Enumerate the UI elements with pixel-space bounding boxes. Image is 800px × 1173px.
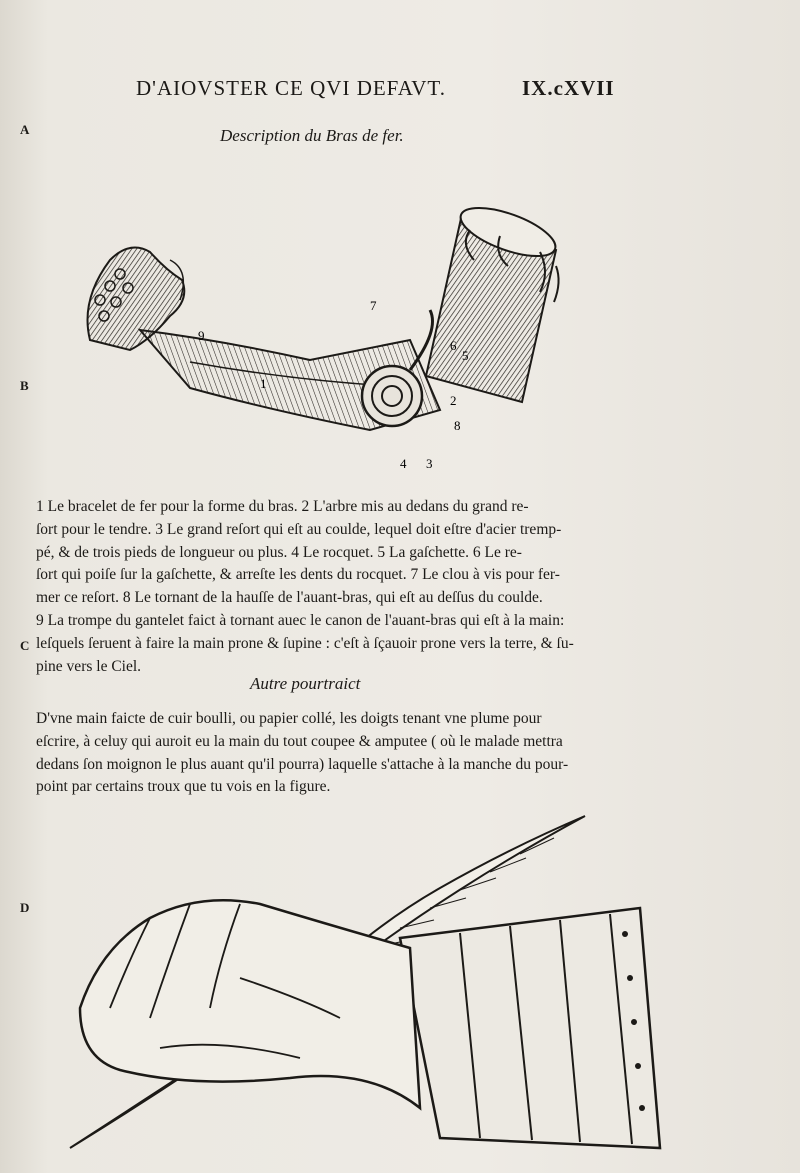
figure-label-6: 6 bbox=[450, 338, 457, 353]
section-heading-iron-arm: Description du Bras de fer. bbox=[220, 126, 404, 145]
margin-letter-a: A bbox=[20, 122, 30, 137]
legend-line: 1 Le bracelet de fer pour la forme du bras. 2 L'arbre mis au dedans du grand re- bbox=[36, 498, 529, 515]
figure-label-5: 5 bbox=[462, 348, 469, 363]
legend-line: leſquels ſeruent à faire la main prone & ſupine : c'eſt à ſçauoir prone vers la terre, & ſu- bbox=[36, 634, 574, 652]
figure-label-7: 7 bbox=[370, 298, 377, 313]
figure-label-9: 9 bbox=[198, 328, 205, 343]
figure-label-1: 1 bbox=[260, 376, 267, 391]
description-line: D'vne main faicte de cuir boulli, ou papier collé, les doigts tenant vne plume pour bbox=[36, 710, 542, 727]
margin-letter-d: D bbox=[20, 900, 30, 915]
figure-label-3: 3 bbox=[426, 456, 433, 471]
iron-arm-legend bbox=[36, 496, 614, 678]
legend-line: pine vers le Ciel. bbox=[36, 657, 142, 675]
description-line: eſcrire, à celuy qui auroit eu la main du tout coupee & amputee ( où le malade mettra bbox=[36, 732, 563, 750]
figure-label-4: 4 bbox=[400, 456, 407, 471]
running-title: D'AIOVSTER CE QVI DEFAVT. bbox=[136, 76, 446, 100]
figure-label-8: 8 bbox=[454, 418, 461, 433]
section-heading-other-portrait: Autre pourtraict bbox=[250, 674, 361, 693]
margin-letter-c: C bbox=[20, 638, 30, 653]
legend-line: ſort qui poiſe ſur la gaſchette, & arreſte les dents du rocquet. 7 Le clou à vis pour fer- bbox=[36, 566, 560, 584]
writing-hand-description bbox=[36, 708, 614, 799]
legend-line: mer ce reſort. 8 Le tornant de la hauſſe de l'auant-bras, qui eſt au deſſus du coulde. bbox=[36, 589, 543, 607]
folio-number: IX.cXVII bbox=[522, 76, 615, 100]
running-header bbox=[130, 74, 615, 104]
legend-line: ſort pour le tendre. 3 Le grand reſort qui eſt au coulde, lequel doit eſtre d'acier tremp- bbox=[36, 520, 562, 538]
legend-line: 9 La trompe du gantelet faict à tornant auec le canon de l'auant-bras qui eſt à la main: bbox=[36, 611, 565, 629]
legend-line: pé, & de trois pieds de longueur ou plus. 4 Le rocquet. 5 La gaſchette. 6 Le re- bbox=[36, 543, 522, 561]
description-line: dedans ſon moignon le plus auant qu'il pourra) laquelle s'attache à la manche du pour- bbox=[36, 755, 569, 773]
writing-hand-woodcut bbox=[40, 808, 680, 1168]
description-line: point par certains troux que tu vois en la figure. bbox=[36, 778, 331, 796]
margin-letter-b: B bbox=[20, 378, 29, 393]
iron-arm-woodcut bbox=[70, 190, 570, 480]
figure-label-2: 2 bbox=[450, 393, 457, 408]
